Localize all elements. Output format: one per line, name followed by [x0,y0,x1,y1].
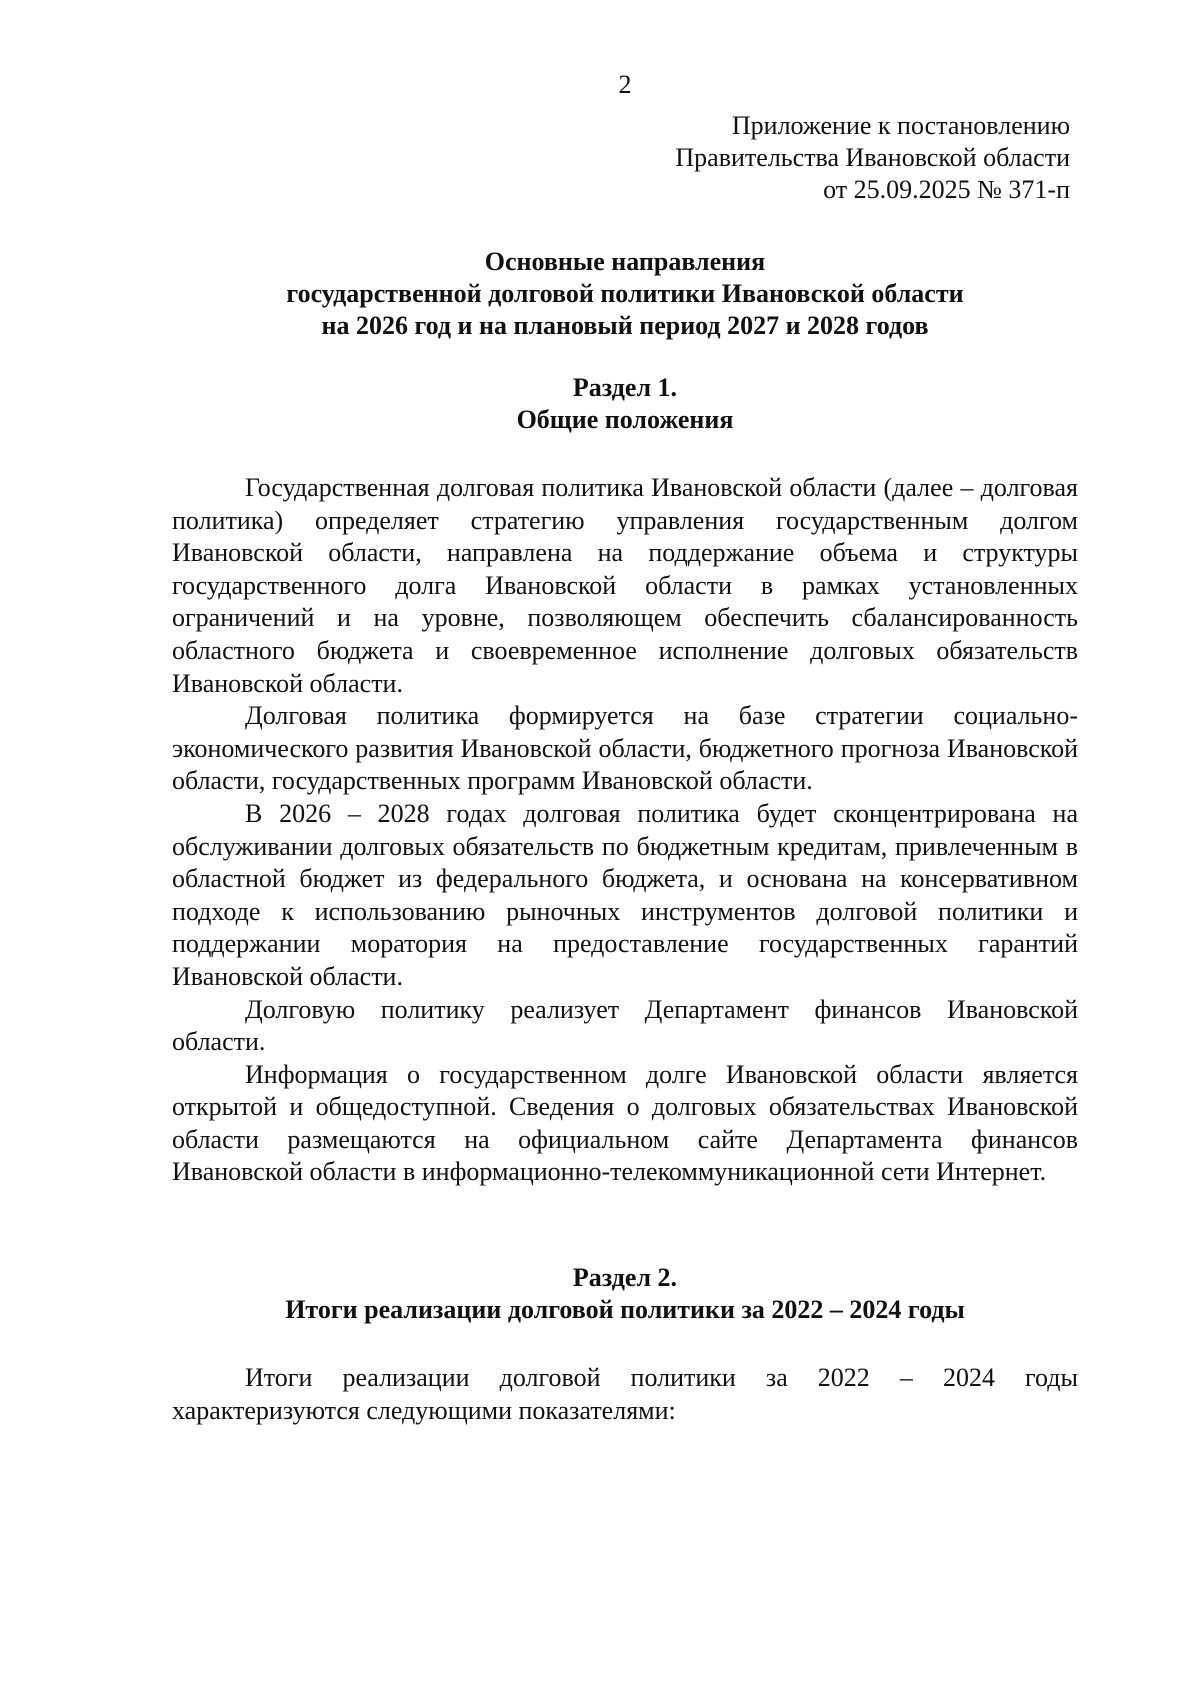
appendix-line: Правительства Ивановской области [675,143,1070,172]
appendix-reference [675,110,1070,206]
section-title: Общие положения [516,405,734,434]
title-line: Основные направления [484,247,766,276]
section-number: Раздел 2. [572,1263,678,1292]
section-number: Раздел 1. [572,373,678,402]
section-2-heading [0,1262,1200,1326]
paragraph: Итоги реализации долговой политики за 2022 – 2024 годы характеризуются следующими показателями: [172,1363,1078,1425]
appendix-line: от 25.09.2025 № 371-п [823,175,1070,204]
paragraph: Долговую политику реализует Департамент финансов Ивановской области. [172,994,1078,1057]
page-number: 2 [618,70,632,99]
title-line: на 2026 год и на плановый период 2027 и 2028 годов [321,311,929,340]
paragraph: Долговая политика формируется на базе стратегии социально-экономического развития Ивановской области, бюджетного прогноза Ивановской области, государственных программ Ивановской области. [172,701,1078,796]
paragraph: Информация о государственном долге Ивановской области является открытой и общедоступной. Сведения о долговых обязательствах Ивановской области размещаются на официальном сайте Департамента финансов Ивановской области в информационно-телекоммуникационной сети Интернет. [172,1059,1078,1187]
section-title: Итоги реализации долговой политики за 2022 – 2024 годы [285,1295,965,1324]
section-1-body [172,472,1078,1189]
paragraph: Государственная долговая политика Ивановской области (далее – долговая политика) определяет стратегию управления государственным долгом Ивановской области, направлена на поддержание объема и структуры государственного долга Ивановской области в рамках установленных ограничений и на уровне, позволяющем обеспечить сбалансированность областного бюджета и своевременное исполнение долговых обязательств Ивановской области. [172,473,1078,698]
document-title [0,246,1200,342]
section-2-body [172,1362,1078,1427]
section-1-heading [0,372,1200,436]
title-line: государственной долговой политики Ивановской области [286,279,964,308]
paragraph: В 2026 – 2028 годах долговая политика будет сконцентрирована на обслуживании долговых обязательств по бюджетным кредитам, привлеченным в областной бюджет из федерального бюджета, и основана на консервативном подходе к использованию рыночных инструментов долговой политики и поддержании моратория на предоставление государственных гарантий Ивановской области. [172,798,1078,991]
appendix-line: Приложение к постановлению [731,111,1070,140]
